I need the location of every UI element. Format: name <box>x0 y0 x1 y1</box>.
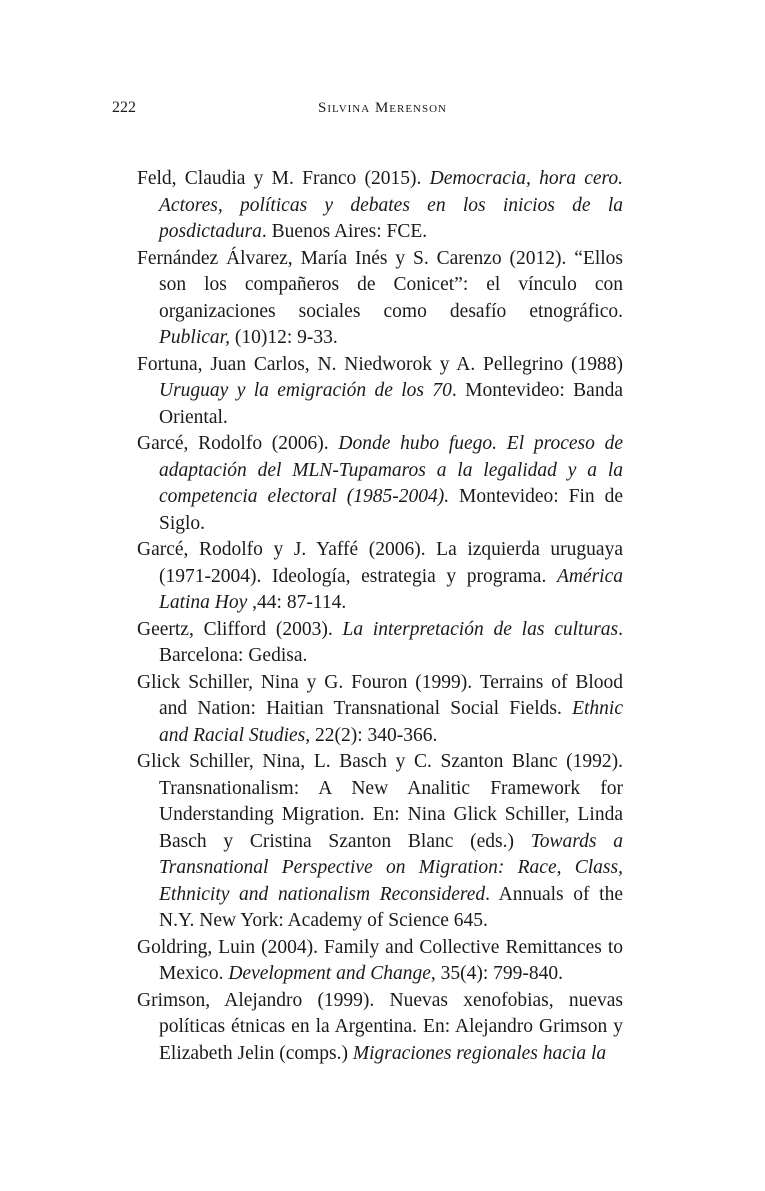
reference-entry <box>137 166 623 246</box>
reference-entry <box>137 537 623 617</box>
reference-text: . Buenos Aires: FCE. <box>261 221 428 242</box>
reference-text: . Annuals of the N.Y. New York: Academy of Science 645. <box>159 883 623 931</box>
reference-text: Garcé, Rodolfo y J. Yaffé (2006). La izquierda uruguaya (1971-2004). Ideología, estrategia y programa. <box>137 539 623 587</box>
reference-title: América Latina Hoy <box>159 565 623 613</box>
reference-entry <box>137 352 623 432</box>
reference-text: . Montevideo: Banda Oriental. <box>159 380 623 428</box>
reference-text: Glick Schiller, Nina y G. Fouron (1999). Terrains of Blood and Nation: Haitian Transnational Social Fields. <box>137 671 623 719</box>
reference-title: Development and Change, <box>228 963 436 984</box>
reference-title: Towards a Transnational Perspective on Migration: Race, Class, Ethnicity and nationalism Reconsidered <box>159 830 623 905</box>
reference-list <box>137 166 623 1067</box>
reference-entry <box>137 670 623 750</box>
page-number: 222 <box>112 99 136 116</box>
reference-title: Ethnic and Racial Studies <box>159 698 623 746</box>
reference-text: ,44: 87-114. <box>247 592 347 613</box>
reference-entry <box>137 431 623 537</box>
reference-title: Migraciones regionales hacia la <box>352 1042 607 1064</box>
reference-text: Glick Schiller, Nina, L. Basch y C. Szanton Blanc (1992). Transnationalism: A New Analitic Framework for Understanding Migration. En: Nina Glick Schiller, Linda Basch y Cristina Szanton Blanc (eds.) <box>137 751 623 852</box>
reference-text: (10)12: 9-33. <box>229 327 338 348</box>
reference-title: La interpretación de las culturas <box>342 618 619 640</box>
reference-text: Fortuna, Juan Carlos, N. Niedworok y A. Pellegrino (1988) <box>137 353 623 375</box>
reference-text: Goldring, Luin (2004). Family and Collective Remittances to Mexico. <box>137 936 623 984</box>
reference-text: Fernández Álvarez, María Inés y S. Carenzo (2012). “Ellos son los compañeros de Conicet”: el vínculo con organizaciones sociales como desafío etnográfico. <box>137 247 623 322</box>
reference-entry <box>137 617 623 670</box>
reference-title: Uruguay y la emigración de los 70 <box>159 380 452 401</box>
reference-entry <box>137 935 623 988</box>
reference-text: Montevideo: Fin de Siglo. <box>159 486 623 534</box>
reference-entry <box>137 988 623 1068</box>
reference-entry <box>137 246 623 352</box>
reference-title: Democracia, hora cero. Actores, políticas y debates en los inicios de la posdictadura <box>159 168 624 242</box>
running-head: Silvina Merenson <box>317 100 448 116</box>
reference-text: , 22(2): 340-366. <box>305 724 438 746</box>
reference-entry <box>137 749 623 935</box>
reference-title: Publicar, <box>159 327 230 348</box>
reference-text: Garcé, Rodolfo (2006). <box>137 433 339 454</box>
reference-text: 35(4): 799-840. <box>435 963 564 984</box>
reference-text: . Barcelona: Gedisa. <box>159 618 623 666</box>
reference-text: Feld, Claudia y M. Franco (2015). <box>137 168 430 189</box>
reference-text: Grimson, Alejandro (1999). Nuevas xenofobias, nuevas políticas étnicas en la Argentina. En: Alejandro Grimson y Elizabeth Jelin (comps.) <box>137 989 623 1064</box>
reference-text: Geertz, Clifford (2003). <box>137 618 343 640</box>
reference-title: Donde hubo fuego. El proceso de adaptación del MLN-Tupamaros a la legalidad y a la competencia electoral (1985-2004). <box>159 433 624 507</box>
